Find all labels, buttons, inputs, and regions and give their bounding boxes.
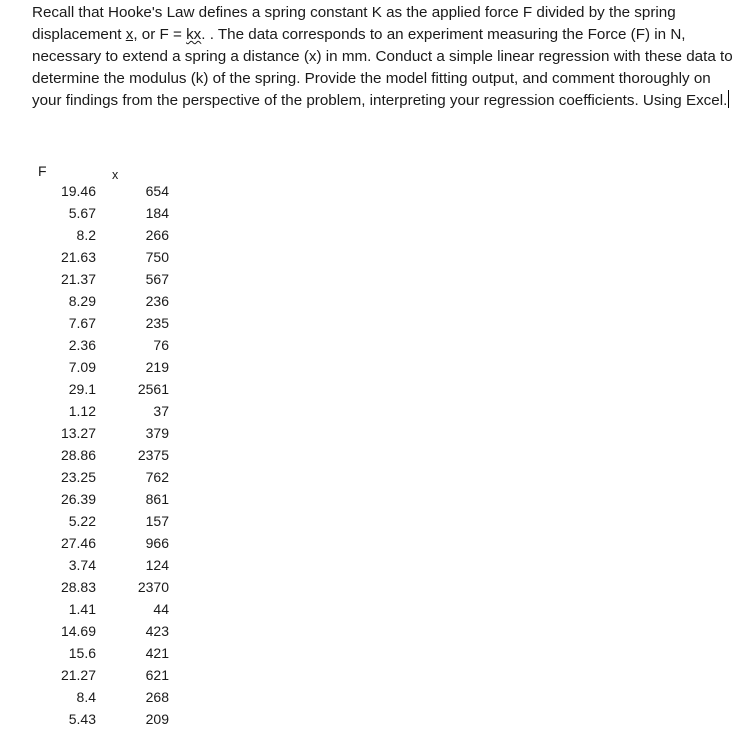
f-value-cell: 8.2: [76, 227, 96, 243]
f-value-cell: 8.29: [68, 293, 96, 309]
text-cursor[interactable]: [728, 90, 729, 108]
kx-term: kx: [186, 26, 202, 43]
f-value-cell: 19.46: [60, 183, 96, 199]
x-value-cell: 654: [145, 183, 169, 199]
problem-line-3: necessary to extend a spring a distance (x) in mm. Conduct a simple linear regression with these data to: [32, 48, 733, 65]
problem-line-2-mid: or F =: [137, 26, 187, 43]
problem-line-2-post: . . The data corresponds to an experiment measuring the Force (F) in N,: [201, 26, 686, 43]
f-value-cell: 5.43: [68, 711, 96, 727]
f-value-cell: 5.67: [68, 205, 96, 221]
f-value-cell: 7.67: [68, 315, 96, 331]
column-header-x: x: [112, 168, 119, 182]
x-value-cell: 966: [145, 535, 169, 551]
x-value-cell: 2561: [137, 381, 169, 397]
x-value-cell: 124: [145, 557, 169, 573]
f-value-cell: 13.27: [60, 425, 96, 441]
column-f-values: [40, 180, 96, 730]
f-value-cell: 21.63: [60, 249, 96, 265]
x-value-cell: 184: [145, 205, 169, 221]
x-value-cell: 2375: [137, 447, 169, 463]
column-header-f: F: [38, 163, 47, 179]
x-value-cell: 157: [145, 513, 169, 529]
problem-line-5-text: your findings from the perspective of the problem, interpreting your regression coefficients. Using Excel.: [32, 92, 728, 109]
f-value-cell: 14.69: [60, 623, 96, 639]
f-value-cell: 5.22: [68, 513, 96, 529]
problem-line-2-pre: displacement: [32, 26, 126, 43]
f-value-cell: 1.12: [68, 403, 96, 419]
x-value-cell: 2370: [137, 579, 169, 595]
problem-line-5: [32, 90, 738, 112]
problem-line-4: determine the modulus (k) of the spring. Provide the model fitting output, and comment thoroughly on: [32, 70, 711, 87]
x-value-cell: 44: [153, 601, 169, 617]
f-value-cell: 15.6: [68, 645, 96, 661]
x-value-cell: 421: [145, 645, 169, 661]
x-value-cell: 219: [145, 359, 169, 375]
problem-line-1: Recall that Hooke's Law defines a spring constant K as the applied force F divided by the spring: [32, 4, 676, 21]
column-x-values: [120, 180, 169, 730]
f-value-cell: 28.83: [60, 579, 96, 595]
x-value-cell: 76: [153, 337, 169, 353]
f-value-cell: 2.36: [68, 337, 96, 353]
x-value-cell: 423: [145, 623, 169, 639]
f-value-cell: 1.41: [68, 601, 96, 617]
problem-line-2: [32, 24, 738, 46]
x-value-cell: 235: [145, 315, 169, 331]
f-value-cell: 7.09: [68, 359, 96, 375]
x-value-cell: 266: [145, 227, 169, 243]
f-value-cell: 28.86: [60, 447, 96, 463]
f-value-cell: 3.74: [68, 557, 96, 573]
x-value-cell: 621: [145, 667, 169, 683]
x-value-cell: 750: [145, 249, 169, 265]
displacement-x-term: x,: [125, 26, 138, 43]
x-value-cell: 567: [145, 271, 169, 287]
x-value-cell: 762: [145, 469, 169, 485]
x-value-cell: 209: [145, 711, 169, 727]
x-value-cell: 268: [145, 689, 169, 705]
x-value-cell: 236: [145, 293, 169, 309]
f-value-cell: 21.37: [60, 271, 96, 287]
f-value-cell: 27.46: [60, 535, 96, 551]
x-value-cell: 861: [145, 491, 169, 507]
f-value-cell: 23.25: [60, 469, 96, 485]
f-value-cell: 26.39: [60, 491, 96, 507]
f-value-cell: 21.27: [60, 667, 96, 683]
x-value-cell: 379: [145, 425, 169, 441]
f-value-cell: 8.4: [76, 689, 96, 705]
x-value-cell: 37: [153, 403, 169, 419]
f-value-cell: 29.1: [68, 381, 96, 397]
problem-statement: [32, 2, 738, 112]
